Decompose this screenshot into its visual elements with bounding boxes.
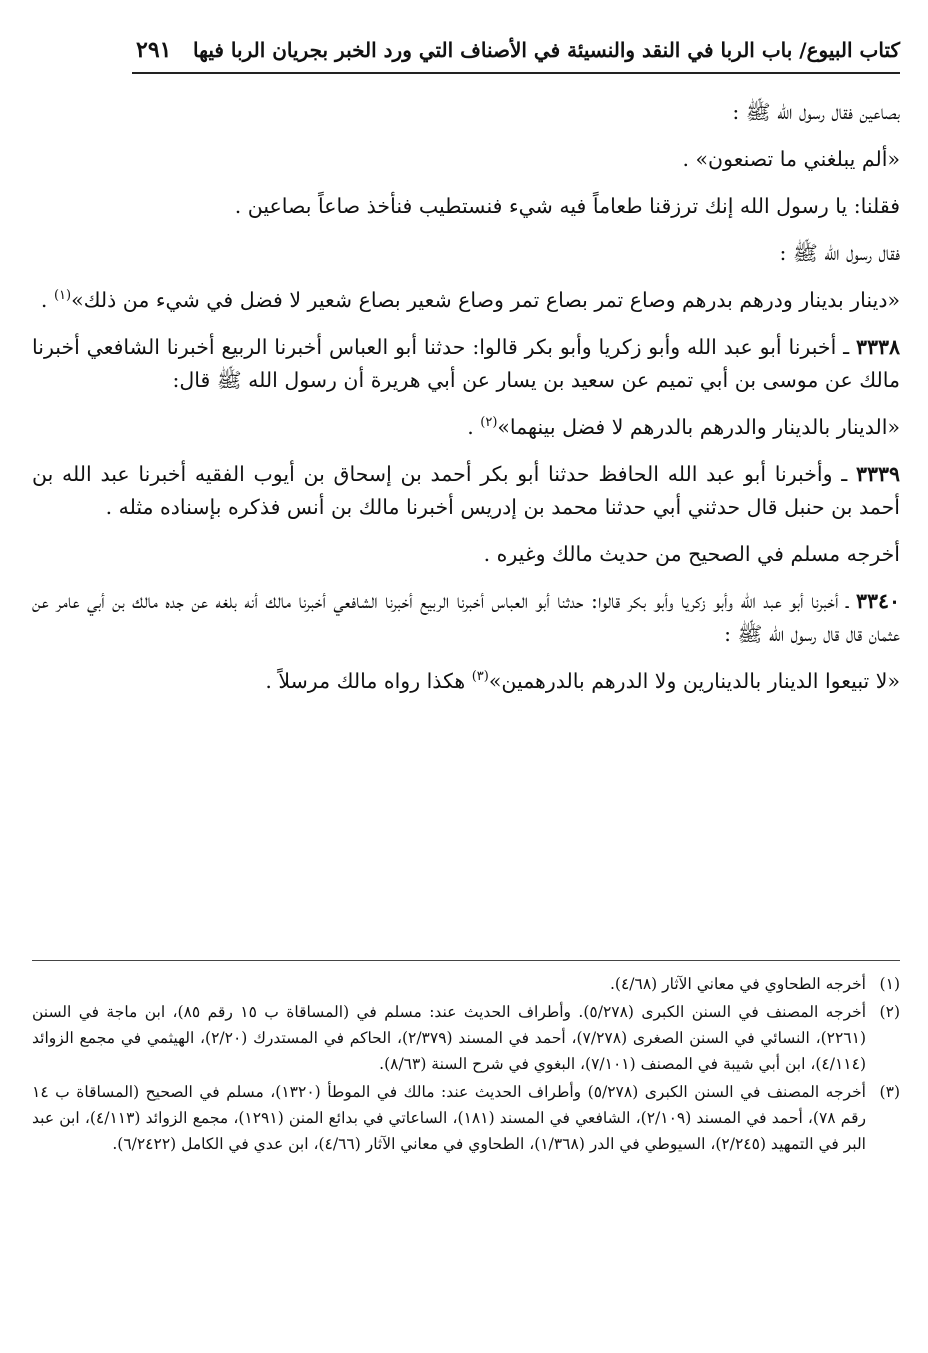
footnote-ref[interactable]: (٣) (471, 669, 489, 685)
footnote-text: أخرجه المصنف في السنن الكبرى (٥/٢٧٨) وأطراف الحديث عند: مالك في الموطأ (١٣٢٠)، مسلم في الصحيح (المساقاة ب ١٤ رقم ٧٨)، أحمد في المسند (٢/١٠٩)، الشافعي في المسند (١٨١)، الساعاتي في بدائع المنن (١٢٩١)، مجمع الزوائد (٤/١١٣)، ابن عبد البر في التمهيد (٢/٢٤٥)، السيوطي في الدر (١/٣٦٨)، الطحاوي في معاني الآثار (٤/٦٦)، ابن عدي في الكامل (٦/٢٤٢٢). (32, 1083, 867, 1153)
hadith-number: ٣٣٣٩ (855, 462, 900, 486)
paragraph: فقلنا: يا رسول الله إنك ترزقنا طعاماً فيه شيء فنستطيب فنأخذ صاعاً بصاعين . (234, 194, 900, 218)
footnote-ref[interactable]: (٢) (480, 415, 498, 431)
main-text (32, 96, 900, 712)
hadith-3339: ٣٣٣٩ ـ وأخبرنا أبو عبد الله الحافظ حدثنا أبو بكر أحمد بن إسحاق بن أيوب الفقيه أخبرنا عبد الله بن أحمد بن حنبل قال حدثني أبي حدثنا محمد بن إدريس أخبرنا مالك بن أنس فذكره بإسناده مثله . (32, 462, 900, 519)
hadith-number: ٣٣٣٨ (855, 335, 900, 359)
paragraph: فقال رسول الله ﷺ : (779, 241, 900, 265)
footnote-ref[interactable]: (١) (53, 288, 72, 304)
running-title: كتاب البيوع/ باب الربا في النقد والنسيئة في الأصناف التي ورد الخبر بجريان الربا فيها (193, 38, 900, 62)
footnote-number: (١) (879, 975, 900, 993)
paragraph: بصاعين فقال رسول الله ﷺ : (732, 100, 900, 124)
paragraph: أخرجه مسلم في الصحيح من حديث مالك وغيره . (483, 542, 900, 566)
page-header (132, 28, 900, 74)
footnote-number: (٢) (879, 1003, 900, 1021)
hadith-3338: ٣٣٣٨ ـ أخبرنا أبو عبد الله وأبو زكريا وأبو بكر قالوا: حدثنا أبو العباس أخبرنا الربيع أخبرنا الشافعي أخبرنا مالك عن موسى بن أبي تميم عن سعيد بن يسار عن أبي هريرة أن رسول الله ﷺ قال: (32, 335, 900, 392)
hadith-quote: «لا تبيعوا الدينار بالدينارين ولا الدرهم بالدرهمين»$^{(٣)}$ هكذا رواه مالك مرسلاً . (265, 669, 900, 693)
footnote-number: (٣) (879, 1083, 900, 1101)
hadith-3340: ٣٣٤٠ ـ أخبرنا أبو عبد الله وأبو زكريا وأبو بكر قالوا: حدثنا أبو العباس أخبرنا الربيع أخبرنا الشافعي أخبرنا مالك أنه بلغه عن جده مالك بن أبي عامر عن عثمان قال قال رسول الله ﷺ : (32, 589, 900, 646)
footnote-text: أخرجه الطحاوي في معاني الآثار (٤/٦٨). (609, 975, 866, 993)
hadith-quote: «الدينار بالدينار والدرهم بالدرهم لا فضل بينهما»$^{(٢)}$ . (467, 415, 900, 439)
hadith-quote: «دينار بدينار ودرهم بدرهم وصاع تمر بصاع تمر وصاع شعير بصاع شعير لا فضل في شيء من ذلك»$^{(١)}$ . (40, 288, 900, 312)
hadith-number: ٣٣٤٠ (855, 589, 900, 613)
footnote-2 (32, 999, 900, 1077)
footnote-3 (32, 1079, 900, 1157)
footnotes (32, 960, 900, 1159)
footnote-1 (32, 971, 900, 997)
footnote-text: أخرجه المصنف في السنن الكبرى (٥/٢٧٨). وأطراف الحديث عند: مسلم في (المساقاة ب ١٥ رقم ٨٥)، ابن ماجة في السنن (٢٢٦١)، النسائي في السنن الصغرى (٧/٢٧٨)، أحمد في المسند (٢/٣٧٩)، الحاكم في المستدرك (٢/٢٠)، الهيثمي في مجمع الزوائد (٤/١١٤)، ابن أبي شيبة في المصنف (٧/١٠١)، البغوي في شرح السنة (٨/٦٣). (32, 1003, 867, 1073)
hadith-quote: «ألم يبلغني ما تصنعون» . (682, 147, 900, 171)
page-number: ٢٩١ (136, 37, 172, 63)
